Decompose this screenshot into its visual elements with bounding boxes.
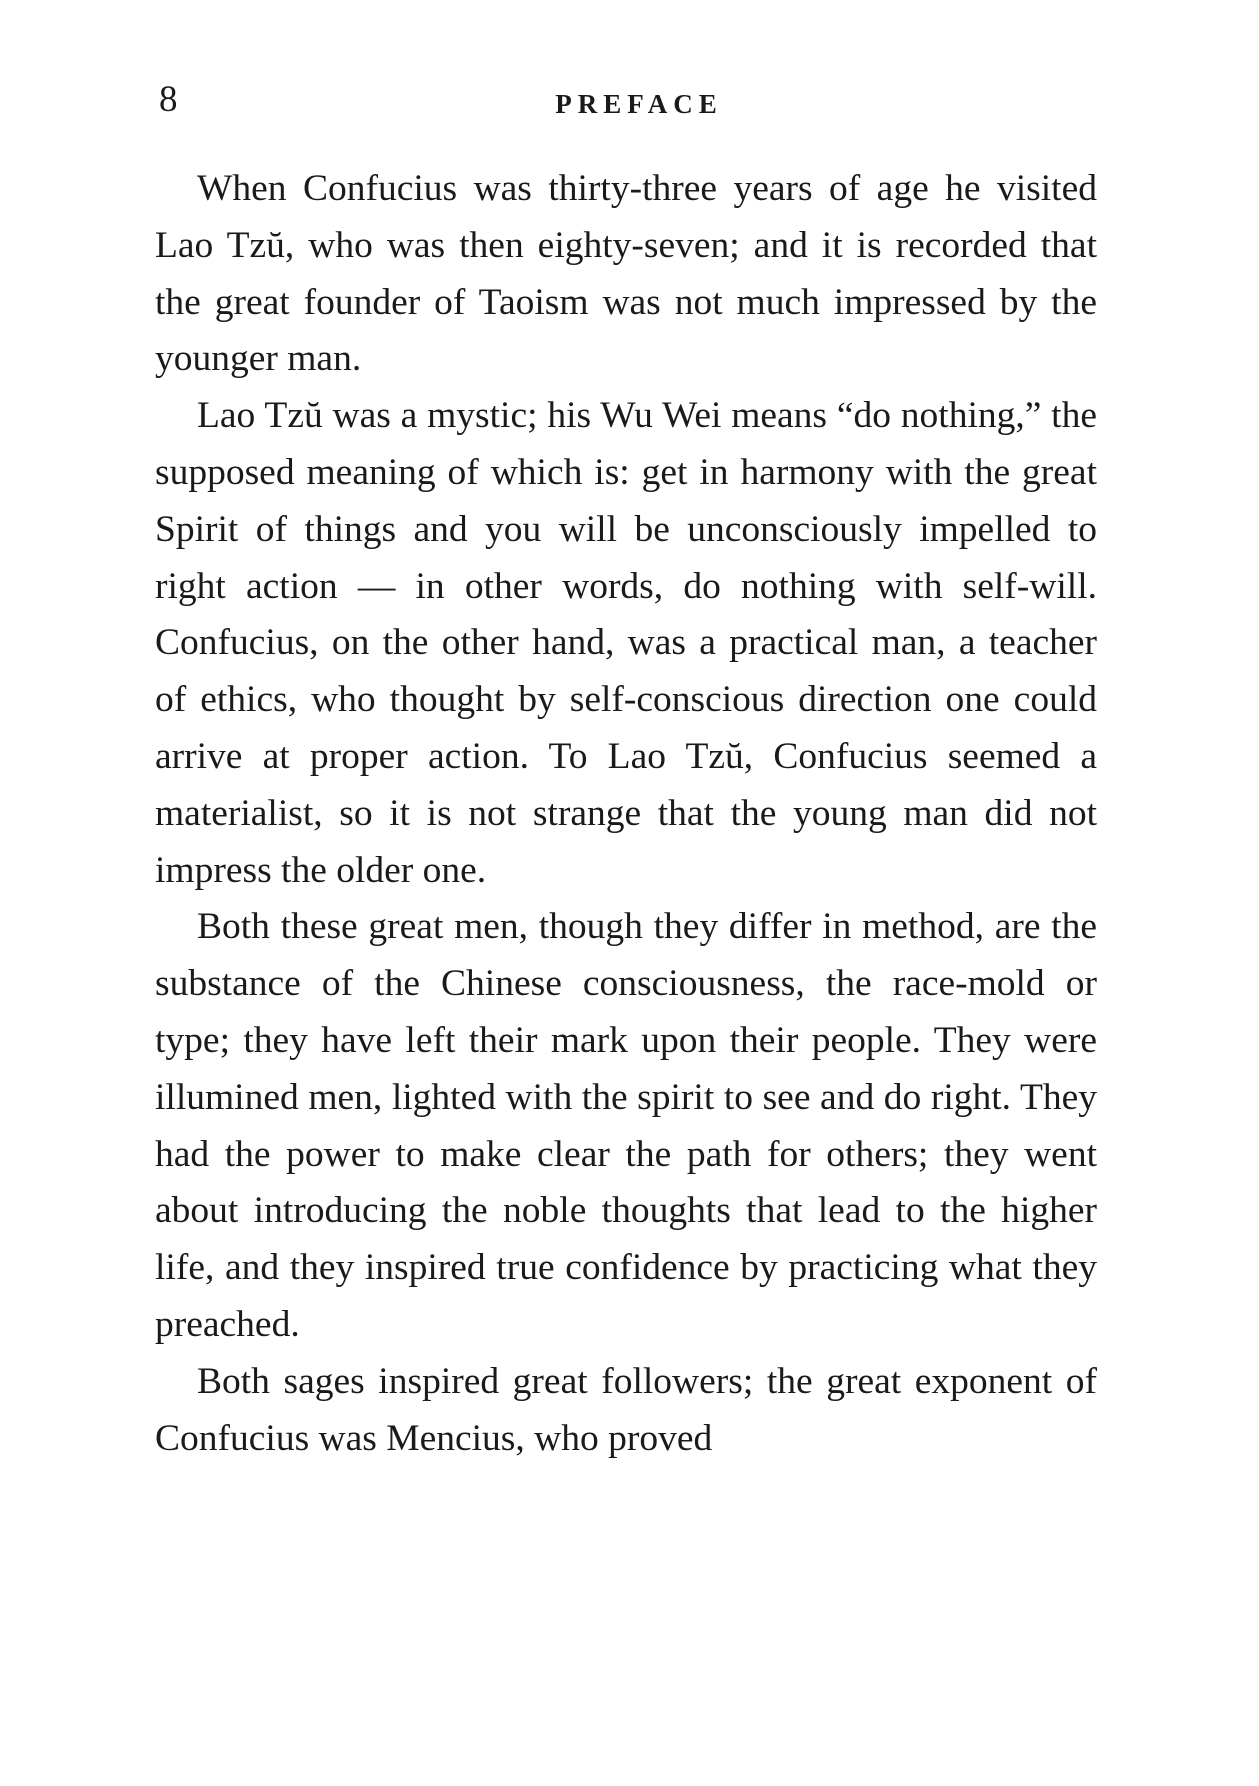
paragraph-1: When Confucius was thirty-three years of age he visited Lao Tzŭ, who was then eighty-seven; and it is recorded that the great founder of Taoism was not much impressed by the younger man.	[155, 168, 1097, 380]
page-number: 8	[159, 79, 178, 120]
running-head: PREFACE	[555, 89, 723, 119]
body-text	[155, 161, 1097, 1467]
paragraph-2: Lao Tzŭ was a mystic; his Wu Wei means “do nothing,” the supposed meaning of which is: get in harmony with the great Spirit of things and you will be unconsciously impelled to right action — in other words, do nothing with self-will. Confucius, on the other hand, was a practical man, a teacher of ethics, who thought by self-conscious direction one could arrive at proper action. To Lao Tzŭ, Confucius seemed a materialist, so it is not strange that the young man did not impress the older one.	[155, 395, 1097, 891]
page-header	[155, 78, 1105, 138]
paragraph-3: Both these great men, though they differ in method, are the substance of the Chinese consciousness, the race-mold or type; they have left their mark upon their people. They were illumined men, lighted with the spirit to see and do right. They had the power to make clear the path for others; they went about introducing the noble thoughts that lead to the higher life, and they inspired true confidence by practicing what they preached.	[155, 906, 1097, 1345]
paragraph-4: Both sages inspired great followers; the great exponent of Confucius was Mencius, who proved	[155, 1360, 1097, 1459]
